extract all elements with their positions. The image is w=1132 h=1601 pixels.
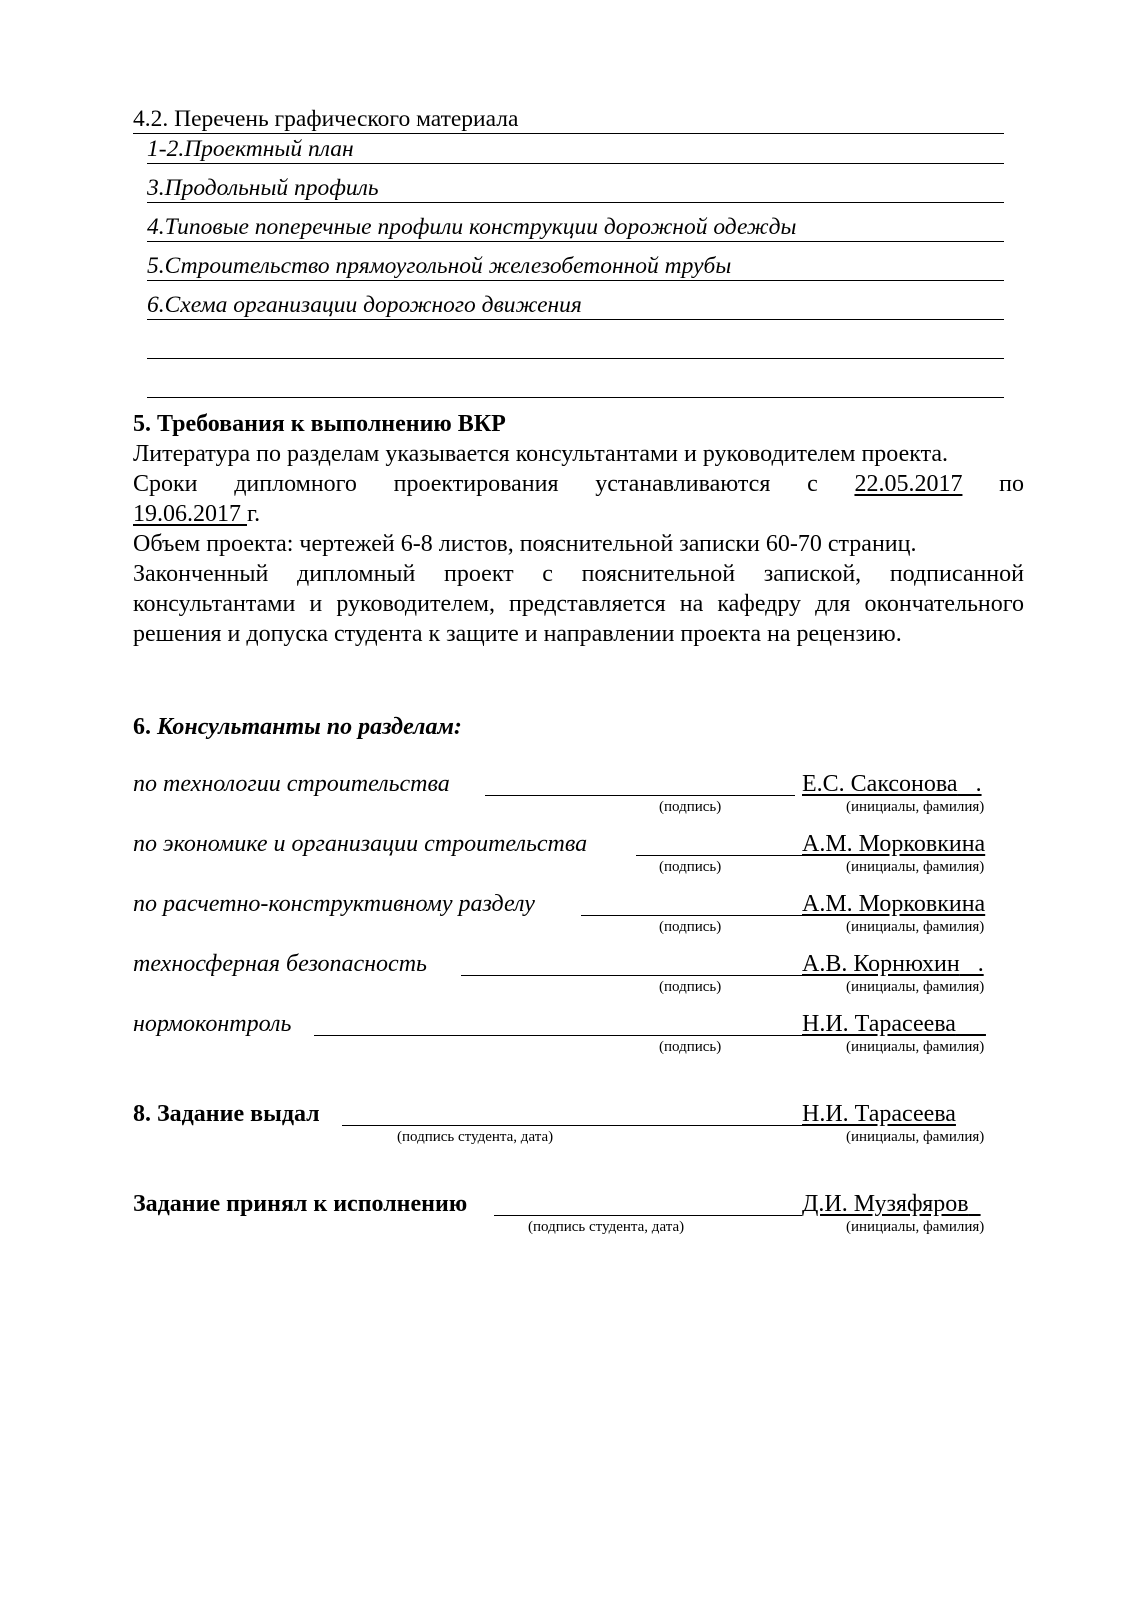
graphics-title: 4.2. Перечень графического материала xyxy=(133,105,519,132)
consultant-name: А.В. Корнюхин . xyxy=(802,951,984,977)
requirements-paragraph xyxy=(133,439,1024,649)
requirements-text: Законченный дипломный проект с пояснительной запиской, подписанной консультантами и руководителем, представляется на кафедру для окончательного решения и допуска студента к защите и направлении проекта на рецензию. xyxy=(133,561,1024,647)
accepted-name: Д.И. Музяфяров xyxy=(802,1191,969,1217)
name-caption: (инициалы, фамилия) xyxy=(846,799,985,815)
accepted-label: Задание принял к исполнению xyxy=(133,1191,468,1217)
requirements-heading: 5. Требования к выполнению ВКР xyxy=(133,411,506,437)
name-caption: (инициалы, фамилия) xyxy=(846,859,985,875)
graphics-title-row xyxy=(133,104,1004,134)
graphics-empty-row xyxy=(147,329,1004,359)
graphics-item-row xyxy=(147,251,1004,281)
signature-line xyxy=(494,1215,802,1216)
signature-caption: (подпись) xyxy=(659,919,722,935)
signature-line xyxy=(485,795,795,796)
consultant-name: Н.И. Тарасеева xyxy=(802,1011,956,1037)
issued-name: Н.И. Тарасеева xyxy=(802,1101,956,1127)
signature-line xyxy=(461,975,802,976)
graphics-item: 1-2.Проектный план xyxy=(147,135,354,162)
consultant-label: нормоконтроль xyxy=(133,1011,292,1037)
consultant-label: по технологии строительства xyxy=(133,771,450,797)
graphics-item-row xyxy=(147,212,1004,242)
signature-caption: (подпись) xyxy=(659,859,722,875)
graphics-item: 5.Строительство прямоугольной железобетонной трубы xyxy=(147,252,732,279)
graphics-item-row xyxy=(147,134,1004,164)
signature-caption: (подпись студента, дата) xyxy=(397,1129,554,1145)
signature-line xyxy=(314,1035,802,1036)
consultants-heading-number: 6. xyxy=(133,714,151,740)
consultants-heading-text: Консультанты по разделам: xyxy=(157,714,462,740)
name-caption: (инициалы, фамилия) xyxy=(846,1129,985,1145)
signature-caption: (подпись) xyxy=(659,979,722,995)
date-to: 19.06.2017 xyxy=(133,501,241,527)
consultant-name: Е.С. Саксонова . xyxy=(802,771,982,797)
consultant-label: по экономике и организации строительства xyxy=(133,831,588,857)
signature-caption: (подпись) xyxy=(659,799,722,815)
consultant-name: А.М. Морковкина xyxy=(802,831,986,857)
name-caption: (инициалы, фамилия) xyxy=(846,919,985,935)
graphics-item: 3.Продольный профиль xyxy=(147,174,379,201)
name-caption: (инициалы, фамилия) xyxy=(846,1039,985,1055)
consultants-heading xyxy=(133,715,462,739)
graphics-item-row xyxy=(147,173,1004,203)
consultant-name: А.М. Морковкина xyxy=(802,891,986,917)
requirements-text: Литература по разделам указывается консультантами и руководителем проекта. xyxy=(133,441,949,467)
requirements-text: Объем проекта: чертежей 6-8 листов, пояснительной записки 60-70 страниц. xyxy=(133,531,917,557)
name-caption: (инициалы, фамилия) xyxy=(846,1219,985,1235)
signature-line xyxy=(342,1125,802,1126)
issued-label: 8. Задание выдал xyxy=(133,1101,320,1127)
graphics-empty-row xyxy=(147,368,1004,398)
signature-caption: (подпись) xyxy=(659,1039,722,1055)
requirements-dates-line xyxy=(133,469,1024,499)
date-from: 22.05.2017 xyxy=(854,471,963,497)
requirements-dates-line-end xyxy=(133,499,1024,529)
graphics-item: 6.Схема организации дорожного движения xyxy=(147,291,582,318)
requirements-text: по xyxy=(999,471,1025,497)
graphics-item-row xyxy=(147,290,1004,320)
signature-caption: (подпись студента, дата) xyxy=(528,1219,685,1235)
graphics-item: 4.Типовые поперечные профили конструкции дорожной одежды xyxy=(147,213,797,240)
consultant-label: по расчетно-конструктивному разделу xyxy=(133,891,535,917)
signature-line xyxy=(581,915,802,916)
requirements-text: г. xyxy=(247,501,261,527)
signature-line xyxy=(636,855,802,856)
consultant-label: техносферная безопасность xyxy=(133,951,427,977)
name-caption: (инициалы, фамилия) xyxy=(846,979,985,995)
requirements-text: Сроки дипломного проектирования устанавливаются с xyxy=(133,471,818,497)
